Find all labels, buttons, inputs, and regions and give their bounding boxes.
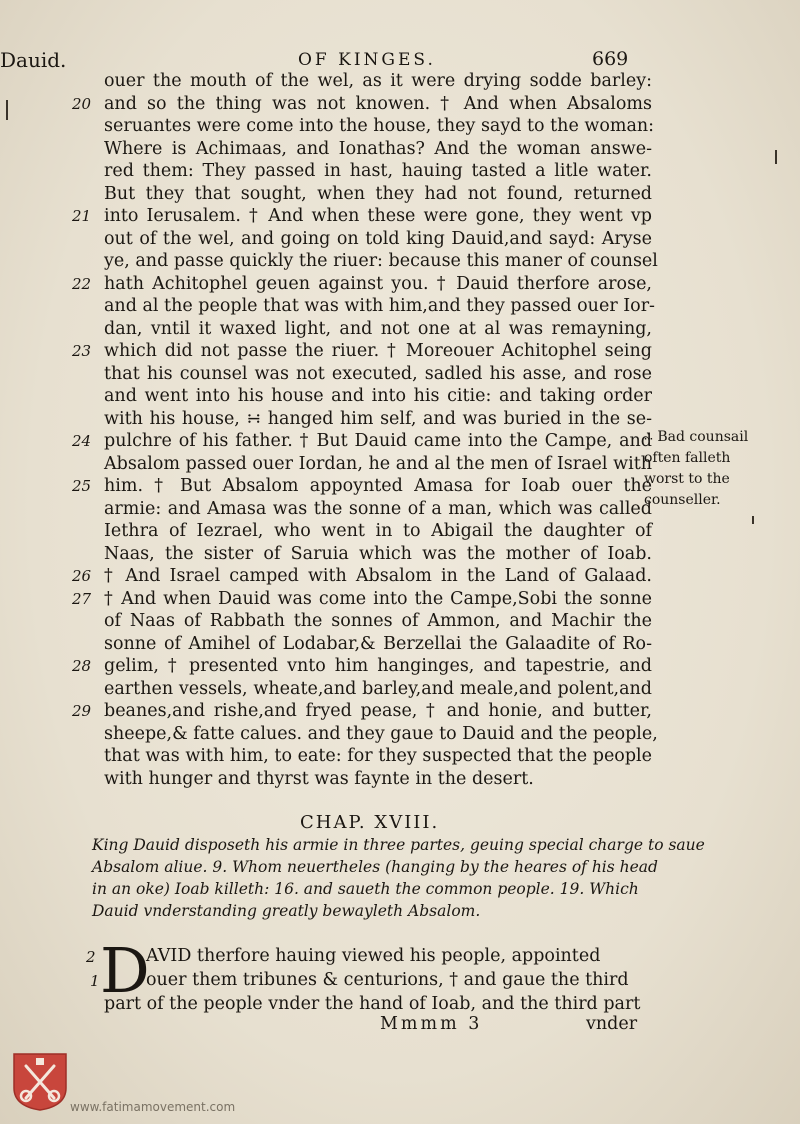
text-line bbox=[72, 318, 652, 341]
line-text: ye, and passe quickly the riuer: because this maner of counsel bbox=[104, 251, 658, 271]
text-line bbox=[72, 700, 652, 723]
verse-number: 21 bbox=[72, 207, 92, 225]
text-line bbox=[72, 610, 652, 633]
text-line bbox=[72, 385, 652, 408]
text-line bbox=[72, 183, 652, 206]
edge-mark bbox=[752, 516, 754, 524]
running-head-left: Dauid. bbox=[0, 48, 67, 72]
text-line bbox=[72, 363, 652, 386]
line-text: hath Achitophel geuen against you. † Dauid therfore arose, bbox=[104, 273, 652, 294]
text-line bbox=[72, 138, 652, 161]
marginal-note-line: counseller. bbox=[644, 492, 721, 508]
line-text: and al the people that was with him,and they passed ouer Ior- bbox=[104, 296, 655, 316]
body-text bbox=[72, 70, 658, 790]
verse-number: 24 bbox=[72, 432, 92, 450]
text-line bbox=[72, 633, 652, 656]
line-text: sheepe,& fatte calues. and they gaue to Dauid and the people, bbox=[104, 723, 658, 744]
text-line bbox=[72, 520, 652, 543]
chapter-heading: CHAP. XVIII. bbox=[300, 812, 440, 833]
papal-keys-logo-icon bbox=[12, 1052, 68, 1112]
line-text: that his counsel was not executed, sadled his asse, and rose bbox=[104, 363, 652, 384]
text-line bbox=[72, 408, 652, 431]
verse-number: 26 bbox=[72, 567, 92, 585]
line-text: dan, vntil it waxed light, and not one at al was remayning, bbox=[104, 318, 652, 339]
text-line bbox=[72, 430, 652, 453]
argument-line: Dauid vnderstanding greatly bewayleth Absalom. bbox=[92, 902, 481, 920]
verse-number: 22 bbox=[72, 274, 92, 293]
verse-number: 27 bbox=[72, 589, 92, 608]
text-line bbox=[72, 543, 652, 566]
line-text: which did not passe the riuer. † Moreouer Achitophel seing bbox=[104, 341, 652, 361]
text-line bbox=[72, 205, 652, 228]
line-text: Absalom passed ouer Iordan, he and al the men of Israel with bbox=[104, 453, 652, 474]
line-text: red them: They passed in hast, hauing tasted a litle water. bbox=[104, 161, 652, 181]
marginal-note-line: ∴ Bad counsail bbox=[644, 429, 749, 445]
drop-cap: D bbox=[100, 934, 150, 1007]
text-line bbox=[72, 340, 652, 363]
line-text: armie: and Amasa was the sonne of a man, which was called bbox=[104, 498, 652, 519]
line-text: earthen vessels, wheate,and barley,and meale,and polent,and bbox=[104, 678, 652, 699]
text-line bbox=[72, 678, 652, 701]
verse-number: 1 bbox=[90, 972, 100, 990]
verse-number: 25 bbox=[72, 477, 92, 495]
text-line bbox=[72, 768, 652, 791]
text-line bbox=[72, 115, 655, 138]
running-title: OF KINGES. bbox=[298, 50, 436, 70]
text-line bbox=[72, 228, 652, 251]
text-line bbox=[72, 273, 652, 296]
argument-line: Absalom aliue. 9. Whom neuertheles (hanging by the heares of his head bbox=[92, 858, 658, 876]
line-text: Naas, the sister of Saruia which was the mother of Ioab. bbox=[104, 543, 652, 564]
line-text: gelim, † presented vnto him hanginges, and tapestrie, and bbox=[104, 656, 652, 676]
argument-line: King Dauid disposeth his armie in three partes, geuing special charge to saue bbox=[92, 836, 705, 854]
line-text: ouer the mouth of the wel, as it were drying sodde barley: bbox=[104, 71, 652, 91]
line-text: into Ierusalem. † And when these were gone, they went vp bbox=[104, 206, 652, 226]
chapter-line: part of the people vnder the hand of Ioab, and the third part bbox=[104, 994, 641, 1014]
text-line bbox=[72, 453, 652, 476]
chapter-line: ouer them tribunes & centurions, † and gaue the third bbox=[146, 970, 629, 990]
verse-number: 28 bbox=[72, 657, 92, 675]
line-text: seruantes were come into the house, they sayd to the woman: bbox=[104, 116, 655, 136]
line-text: and went into his house and into his citie: and taking order bbox=[104, 386, 652, 406]
line-text: Where is Achimaas, and Ionathas? And the woman answe- bbox=[104, 138, 652, 159]
text-line bbox=[72, 565, 652, 588]
verse-number: 20 bbox=[72, 94, 92, 113]
line-text: that was with him, to eate: for they suspected that the people bbox=[104, 746, 652, 766]
text-line bbox=[72, 160, 652, 183]
argument-line: in an oke) Ioab killeth: 16. and saueth the common people. 19. Which bbox=[92, 880, 639, 898]
chapter-argument bbox=[92, 834, 705, 922]
text-line bbox=[72, 498, 652, 521]
edge-mark bbox=[6, 100, 8, 120]
edge-mark bbox=[775, 150, 777, 164]
line-text: of Naas of Rabbath the sonnes of Ammon, and Machir the bbox=[104, 611, 652, 631]
text-line bbox=[72, 655, 652, 678]
text-line bbox=[72, 250, 658, 273]
line-text: out of the wel, and going on told king Dauid,and sayd: Aryse bbox=[104, 228, 652, 249]
line-text: pulchre of his father. † But Dauid came into the Campe, and bbox=[104, 431, 652, 451]
signature-mark: Mmmm 3 bbox=[380, 1014, 483, 1034]
text-line bbox=[72, 475, 652, 498]
line-text: with hunger and thyrst was faynte in the desert. bbox=[104, 768, 534, 789]
verse-number: 23 bbox=[72, 342, 92, 360]
chapter-line: AVID therfore hauing viewed his people, appointed bbox=[146, 946, 601, 966]
text-line bbox=[72, 723, 658, 746]
footer-url: www.fatimamovement.com bbox=[70, 1100, 236, 1114]
text-line bbox=[72, 93, 652, 116]
line-text: with his house, ∺ hanged him self, and was buried in the se- bbox=[104, 408, 652, 429]
line-text: Iethra of Iezrael, who went in to Abigail the daughter of bbox=[104, 521, 652, 541]
folio-number: 669 bbox=[592, 48, 629, 70]
line-text: beanes,and rishe,and fryed pease, † and honie, and butter, bbox=[104, 701, 652, 721]
verse-number: 2 bbox=[86, 948, 96, 966]
marginal-note bbox=[644, 427, 784, 511]
line-text: † And when Dauid was come into the Campe,Sobi the sonne bbox=[104, 588, 652, 609]
marginal-note-line: often falleth bbox=[644, 450, 731, 466]
text-line bbox=[72, 295, 655, 318]
line-text: † And Israel camped with Absalom in the Land of Galaad. bbox=[104, 566, 652, 586]
text-line bbox=[72, 588, 652, 611]
line-text: But they that sought, when they had not found, returned bbox=[104, 183, 652, 204]
text-line bbox=[72, 70, 652, 93]
catchword: vnder bbox=[586, 1014, 638, 1034]
text-line bbox=[72, 745, 652, 768]
verse-number: 29 bbox=[72, 702, 92, 720]
line-text: him. † But Absalom appoynted Amasa for Ioab ouer the bbox=[104, 476, 652, 496]
marginal-note-line: worst to the bbox=[644, 471, 730, 487]
line-text: and so the thing was not knowen. † And when Absaloms bbox=[104, 93, 652, 114]
line-text: sonne of Amihel of Lodabar,& Berzellai the Galaadite of Ro- bbox=[104, 633, 652, 654]
